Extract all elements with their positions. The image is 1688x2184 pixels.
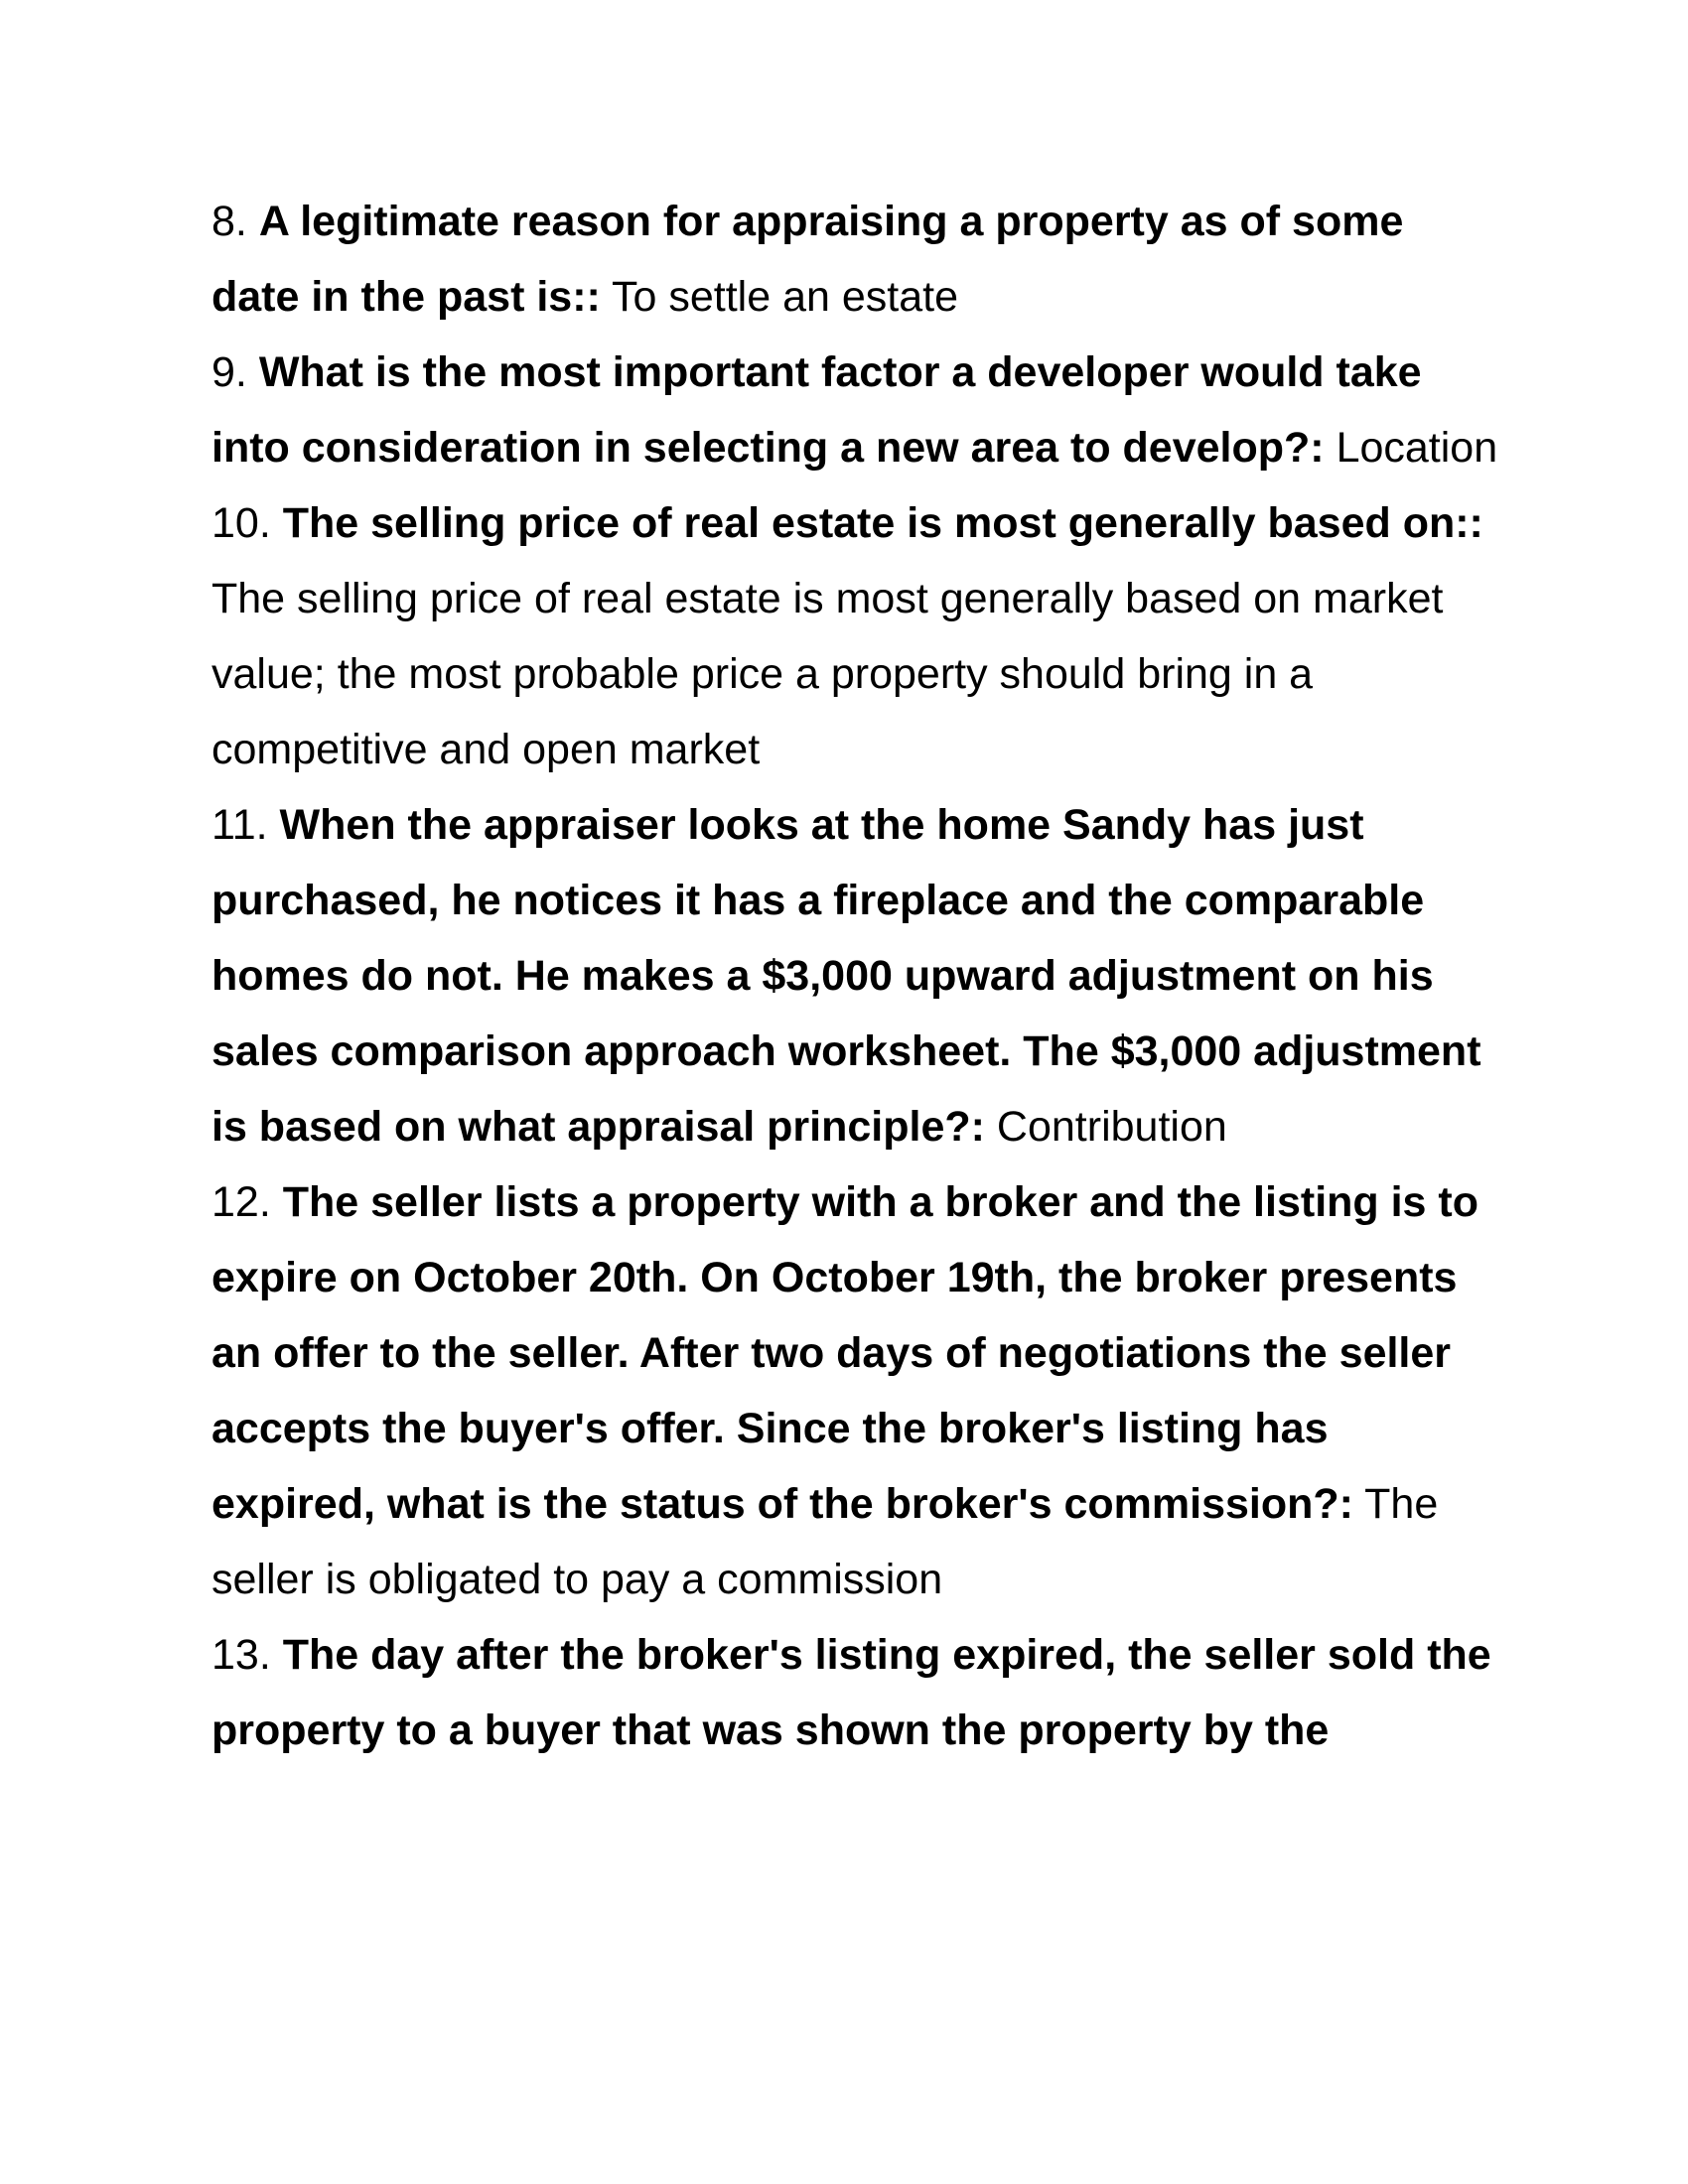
question-number: 13. (211, 1631, 271, 1679)
answer-text: The selling price of real estate is most generally based on market value; the most probable price a property should bring in a competitive and open market (211, 575, 1444, 773)
answer-text: Location (1336, 424, 1498, 472)
question-number: 10. (211, 499, 271, 547)
question-number: 9. (211, 348, 247, 396)
question-text: When the appraiser looks at the home Sandy has just purchased, he notices it has a fireplace and the comparable homes do not. He makes a $3,000 upward adjustment on his sales comparison approach worksheet. The $3,000 adjustment is based on what appraisal principle?: (211, 801, 1481, 1151)
qa-item-9 (211, 335, 1502, 485)
answer-text: To settle an estate (612, 273, 959, 321)
question-number: 11. (211, 801, 268, 849)
document-page (211, 184, 1502, 1768)
qa-item-11 (211, 787, 1502, 1164)
question-text: The day after the broker's listing expired, the seller sold the property to a buyer that was shown the property by the (211, 1631, 1491, 1754)
answer-text: Contribution (996, 1103, 1227, 1151)
question-number: 8. (211, 198, 247, 245)
question-text: A legitimate reason for appraising a property as of some date in the past is:: (211, 198, 1404, 321)
question-text: The selling price of real estate is most generally based on:: (282, 499, 1483, 547)
qa-item-8 (211, 184, 1502, 335)
qa-item-12 (211, 1164, 1502, 1617)
question-text: What is the most important factor a developer would take into consideration in selecting a new area to develop?: (211, 348, 1422, 472)
answer-text: The seller is obligated to pay a commission (211, 1480, 1439, 1603)
qa-item-10 (211, 485, 1502, 787)
question-number: 12. (211, 1178, 271, 1226)
question-text: The seller lists a property with a broker and the listing is to expire on October 20th. On October 19th, the broker presents an offer to the seller. After two days of negotiations the seller accepts the buyer's offer. Since the broker's listing has expired, what is the status of the broker's commission?: (211, 1178, 1479, 1528)
qa-item-13 (211, 1617, 1502, 1768)
